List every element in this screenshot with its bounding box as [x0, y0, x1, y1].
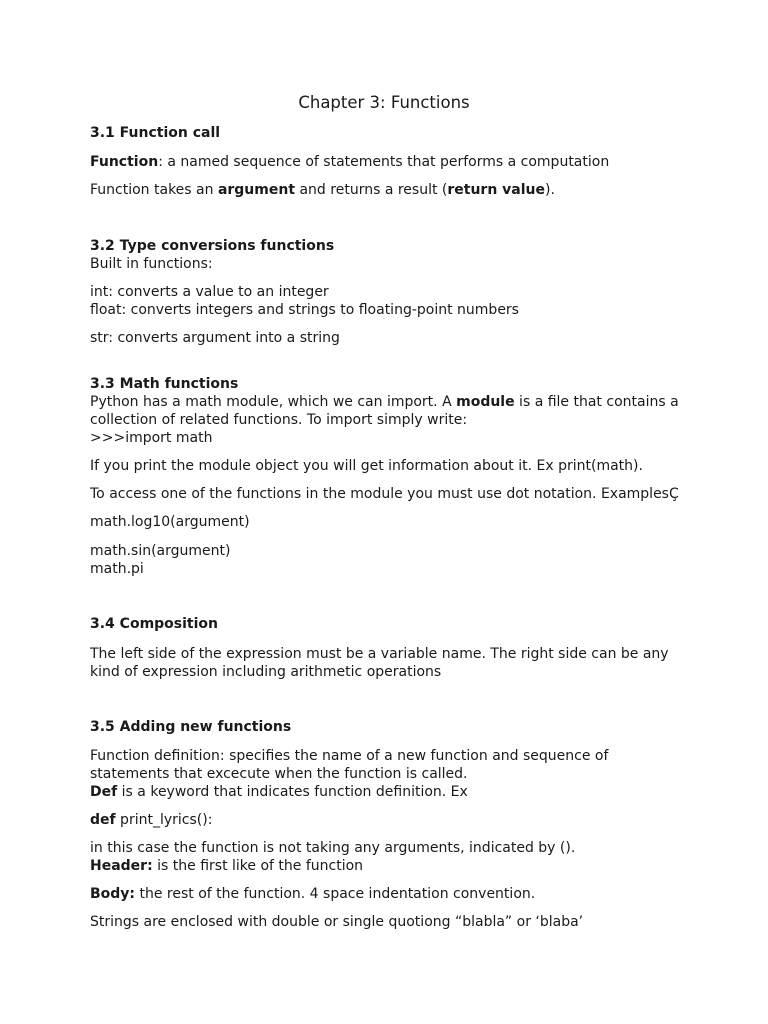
- function-definition-line-1: Function definition: specifies the name of a new function and sequence of: [90, 748, 609, 764]
- no-arguments-line: in this case the function is not taking any arguments, indicated by ().: [90, 840, 576, 856]
- text-fragment: and returns a result (: [295, 182, 448, 198]
- body-term: Body:: [90, 886, 136, 902]
- text-fragment: is a keyword that indicates function definition. Ex: [117, 784, 468, 800]
- section-3-5-heading: 3.5 Adding new functions: [90, 719, 292, 735]
- composition-line-2: kind of expression including arithmetic operations: [90, 664, 442, 680]
- def-example-line: [90, 811, 212, 829]
- section-3-2-heading: 3.2 Type conversions functions: [90, 238, 335, 254]
- import-math-code: >>>import math: [90, 430, 213, 446]
- text-fragment: print_lyrics():: [115, 812, 213, 828]
- math-pi-example: math.pi: [90, 561, 144, 577]
- strings-line: Strings are enclosed with double or single quotiong “blabla” or ‘blaba’: [90, 914, 584, 930]
- module-term: module: [456, 394, 515, 410]
- header-term: Header:: [90, 858, 153, 874]
- text-fragment: is the first like of the function: [152, 858, 364, 874]
- math-sin-example: math.sin(argument): [90, 543, 231, 559]
- text-fragment: Function takes an: [90, 182, 218, 198]
- text-fragment: Python has a math module, which we can import. A: [90, 394, 457, 410]
- return-value-term: return value: [447, 182, 546, 198]
- function-definition-line: [90, 153, 609, 171]
- float-description: float: converts integers and strings to floating-point numbers: [90, 302, 519, 318]
- section-3-4-heading: 3.4 Composition: [90, 616, 219, 632]
- def-keyword-line: [90, 783, 468, 801]
- section-3-1-heading: 3.1 Function call: [90, 125, 221, 141]
- argument-term: argument: [217, 182, 296, 198]
- composition-line-1: The left side of the expression must be a variable name. The right side can be any: [90, 646, 669, 662]
- text-fragment: the rest of the function. 4 space indentation convention.: [135, 886, 536, 902]
- function-definition-text: : a named sequence of statements that performs a computation: [158, 154, 610, 170]
- dot-notation-line: To access one of the functions in the module you must use dot notation. ExamplesÇ: [90, 486, 679, 502]
- print-module-line: If you print the module object you will get information about it. Ex print(math).: [90, 458, 643, 474]
- section-3-3-heading: 3.3 Math functions: [90, 376, 239, 392]
- math-log10-example: math.log10(argument): [90, 514, 250, 530]
- def-keyword: def: [90, 812, 116, 828]
- int-description: int: converts a value to an integer: [90, 284, 329, 300]
- built-in-intro: Built in functions:: [90, 256, 213, 272]
- text-fragment: ).: [545, 182, 555, 198]
- def-term: Def: [90, 784, 118, 800]
- header-line: [90, 857, 363, 875]
- math-module-line-2: collection of related functions. To import simply write:: [90, 412, 468, 428]
- function-term: Function: [90, 154, 159, 170]
- text-fragment: is a file that contains a: [514, 394, 679, 410]
- body-line: [90, 885, 535, 903]
- function-definition-line-2: statements that excecute when the function is called.: [90, 766, 468, 782]
- math-module-line-1: [90, 393, 679, 411]
- str-description: str: converts argument into a string: [90, 330, 340, 346]
- chapter-title: Chapter 3: Functions: [298, 93, 470, 112]
- function-argument-line: [90, 181, 555, 199]
